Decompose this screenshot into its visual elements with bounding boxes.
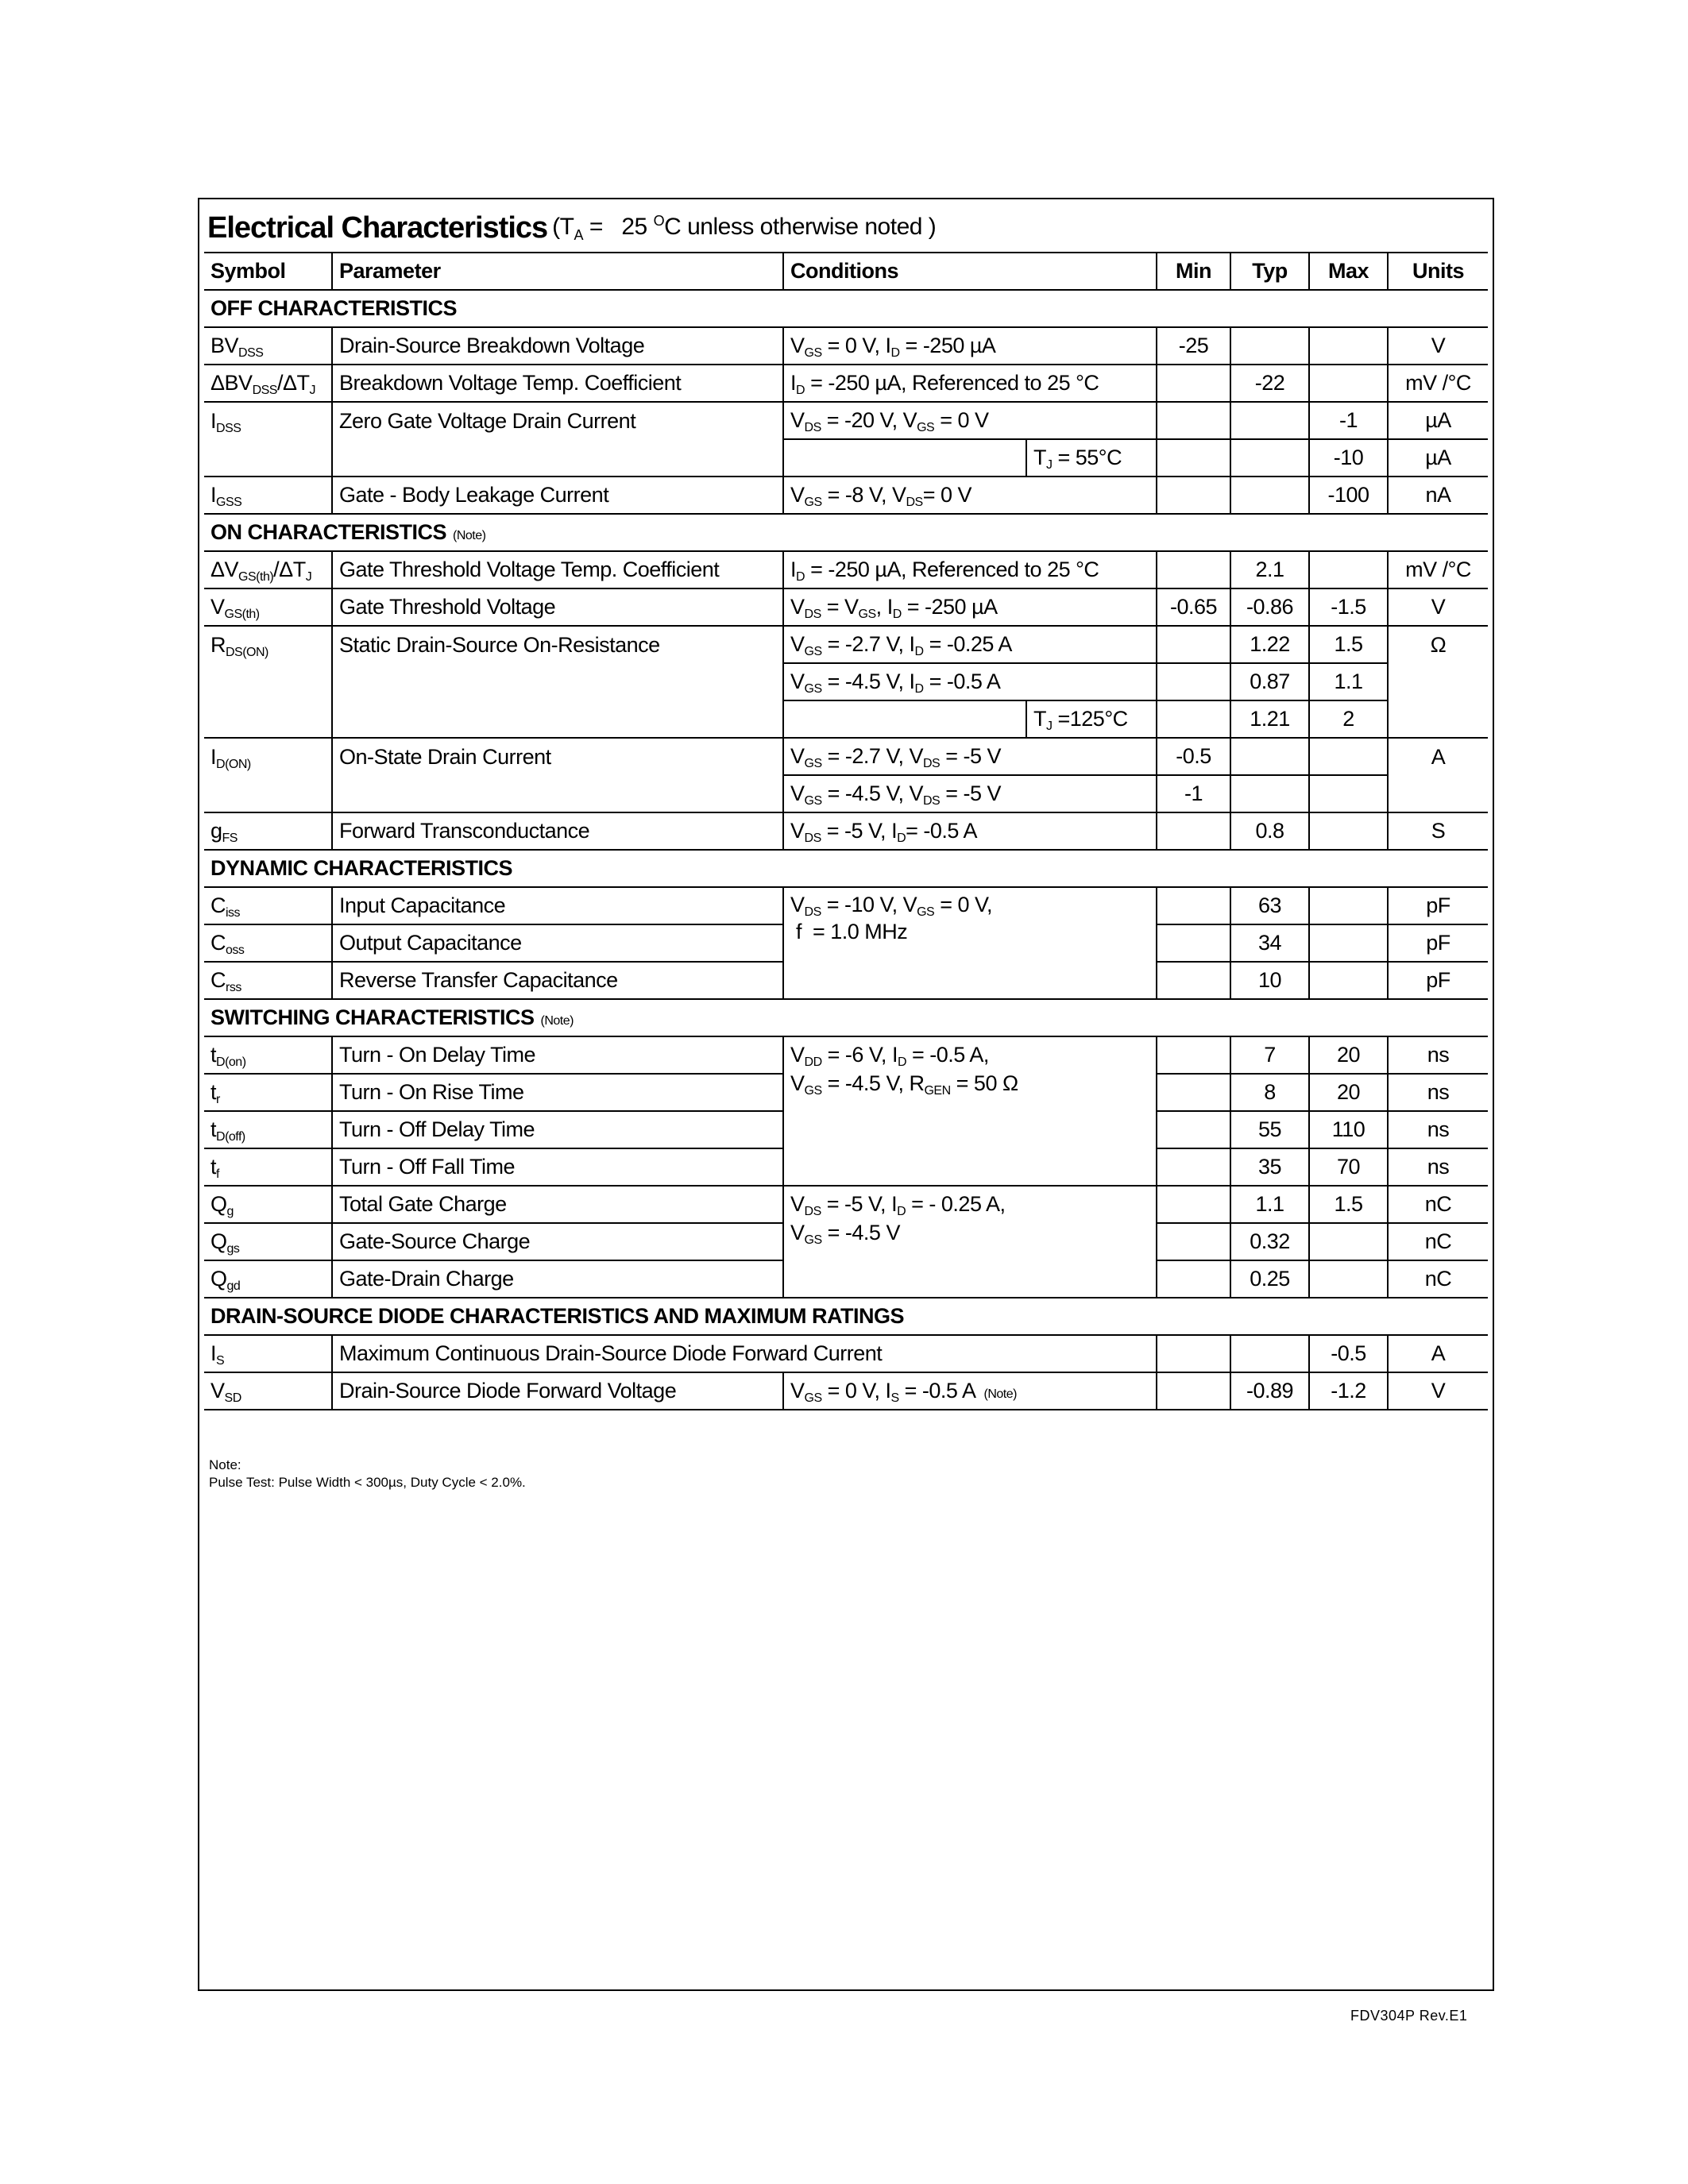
typ-cell: 1.21	[1230, 700, 1309, 738]
condition-cell: $V_{GS} = -4.5$ V, $I_D = -0.5$ A	[783, 663, 1157, 700]
symbol-cell: $Q_{gs}$	[204, 1223, 332, 1260]
symbol-cell: $Q_{gd}$	[204, 1260, 332, 1298]
section-on: ON CHARACTERISTICS (Note)	[204, 514, 1488, 551]
condition-cell: $V_{GS} = -8$ V, $V_{DS}= 0$ V	[783, 477, 1157, 514]
electrical-characteristics-table	[204, 252, 1488, 1410]
condition-cell	[783, 439, 1157, 477]
table-row	[204, 1186, 1488, 1223]
parameter-cell: Drain-Source Diode Forward Voltage	[332, 1372, 783, 1410]
parameter-cell: Gate Threshold Voltage Temp. Coefficient	[332, 551, 783, 588]
col-max: Max	[1309, 253, 1388, 290]
symbol-cell: $C_{rss}$	[204, 962, 332, 999]
unit-cell: V	[1388, 1372, 1488, 1410]
unit-cell: A	[1388, 738, 1488, 812]
min-cell	[1157, 962, 1230, 999]
parameter-cell: Breakdown Voltage Temp. Coefficient	[332, 365, 783, 402]
condition-cell: $V_{DD} = -6$ V, $I_D = -0.5$ A, $V_{GS} = -4.5$ V, $R_{GEN} = 50$ Ω	[783, 1036, 1157, 1186]
max-cell: -1.5	[1309, 588, 1388, 626]
col-typ: Typ	[1230, 253, 1309, 290]
typ-cell	[1230, 439, 1309, 477]
min-cell	[1157, 402, 1230, 439]
typ-cell	[1230, 477, 1309, 514]
document-revision: FDV304P Rev.E1	[1350, 2008, 1468, 2024]
parameter-cell: Zero Gate Voltage Drain Current	[332, 402, 783, 477]
symbol-cell: $I_S$	[204, 1335, 332, 1372]
symbol-cell: $t_f$	[204, 1148, 332, 1186]
symbol-cell: $\Delta V_{GS(th)}/\Delta T_J$	[204, 551, 332, 588]
max-cell: -1	[1309, 402, 1388, 439]
min-cell	[1157, 924, 1230, 962]
condition-cell: $V_{DS} = V_{GS}$, $I_D = -250$ µA	[783, 588, 1157, 626]
typ-cell: 0.25	[1230, 1260, 1309, 1298]
col-min: Min	[1157, 253, 1230, 290]
table-row	[204, 402, 1488, 439]
typ-cell: 2.1	[1230, 551, 1309, 588]
typ-cell: -0.86	[1230, 588, 1309, 626]
parameter-cell: Static Drain-Source On-Resistance	[332, 626, 783, 738]
parameter-cell: Total Gate Charge	[332, 1186, 783, 1223]
table-header-row	[204, 253, 1488, 290]
parameter-cell: Turn - On Rise Time	[332, 1074, 783, 1111]
condition-cell: $V_{GS} = 0$ V, $I_S = -0.5$ A (Note)	[783, 1372, 1157, 1410]
max-cell: -1.2	[1309, 1372, 1388, 1410]
parameter-cell: Turn - On Delay Time	[332, 1036, 783, 1074]
col-units: Units	[1388, 253, 1488, 290]
symbol-cell: $I_{GSS}$	[204, 477, 332, 514]
table-row	[204, 588, 1488, 626]
condition-cell: $V_{GS} = -2.7$ V, $V_{DS} = -5$ V	[783, 738, 1157, 775]
symbol-cell: $C_{oss}$	[204, 924, 332, 962]
max-cell	[1309, 738, 1388, 775]
section-row	[204, 850, 1488, 887]
min-cell: -0.5	[1157, 738, 1230, 775]
symbol-cell: $V_{GS(th)}$	[204, 588, 332, 626]
typ-cell	[1230, 738, 1309, 775]
typ-cell	[1230, 775, 1309, 812]
parameter-cell: Turn - Off Delay Time	[332, 1111, 783, 1148]
condition-cell: $V_{DS} = -5$ V, $I_D= -0.5$ A	[783, 812, 1157, 850]
unit-cell: mV /°C	[1388, 551, 1488, 588]
condition-cell: $V_{DS} = -10$ V, $V_{GS} = 0$ V, f = 1.0 MHz	[783, 887, 1157, 999]
max-cell: 1.1	[1309, 663, 1388, 700]
table-row	[204, 551, 1488, 588]
min-cell	[1157, 1372, 1230, 1410]
parameter-cell: Reverse Transfer Capacitance	[332, 962, 783, 999]
max-cell: 1.5	[1309, 1186, 1388, 1223]
max-cell: 70	[1309, 1148, 1388, 1186]
condition-cell: $V_{DS} = -5$ V, $I_D$ = - 0.25 A, $V_{GS} = -4.5$ V	[783, 1186, 1157, 1298]
typ-cell: 63	[1230, 887, 1309, 924]
section-dynamic: DYNAMIC CHARACTERISTICS	[204, 850, 1488, 887]
notes-label: Note:	[209, 1457, 241, 1472]
title-main: Electrical Characteristics	[207, 210, 548, 245]
unit-cell: pF	[1388, 962, 1488, 999]
parameter-cell: Turn - Off Fall Time	[332, 1148, 783, 1186]
symbol-cell: $t_r$	[204, 1074, 332, 1111]
table-row	[204, 812, 1488, 850]
min-cell	[1157, 477, 1230, 514]
title-conditions: ($T_A = 25$ $^O$C unless otherwise noted )	[552, 212, 937, 243]
symbol-cell: $R_{DS(ON)}$	[204, 626, 332, 738]
symbol-cell: $C_{iss}$	[204, 887, 332, 924]
typ-cell: 0.8	[1230, 812, 1309, 850]
min-cell: -1	[1157, 775, 1230, 812]
parameter-cell: Gate Threshold Voltage	[332, 588, 783, 626]
typ-cell: 0.87	[1230, 663, 1309, 700]
min-cell	[1157, 1223, 1230, 1260]
parameter-cell: Gate-Source Charge	[332, 1223, 783, 1260]
tj-condition: $T_J = 55^\circ C$	[1026, 440, 1122, 476]
table-row	[204, 327, 1488, 365]
unit-cell: A	[1388, 1335, 1488, 1372]
min-cell	[1157, 700, 1230, 738]
condition-cell: $V_{GS} = 0$ V, $I_D = -250$ µA	[783, 327, 1157, 365]
typ-cell: 1.22	[1230, 626, 1309, 663]
unit-cell: S	[1388, 812, 1488, 850]
section-off: OFF CHARACTERISTICS	[204, 290, 1488, 327]
typ-cell: 35	[1230, 1148, 1309, 1186]
tj-condition: $T_J =125^\circ C$	[1026, 701, 1128, 737]
unit-cell: nC	[1388, 1186, 1488, 1223]
parameter-cell: Maximum Continuous Drain-Source Diode Forward Current	[332, 1335, 1157, 1372]
table-row	[204, 738, 1488, 775]
max-cell	[1309, 887, 1388, 924]
parameter-cell: Drain-Source Breakdown Voltage	[332, 327, 783, 365]
max-cell	[1309, 327, 1388, 365]
max-cell	[1309, 812, 1388, 850]
condition-cell: $I_D = -250$ µA, Referenced to 25 °C	[783, 551, 1157, 588]
max-cell	[1309, 1223, 1388, 1260]
min-cell	[1157, 1148, 1230, 1186]
unit-cell: V	[1388, 588, 1488, 626]
min-cell: -0.65	[1157, 588, 1230, 626]
unit-cell: nC	[1388, 1260, 1488, 1298]
symbol-cell: $Q_g$	[204, 1186, 332, 1223]
typ-cell: -22	[1230, 365, 1309, 402]
unit-cell: pF	[1388, 887, 1488, 924]
max-cell: 20	[1309, 1036, 1388, 1074]
max-cell	[1309, 775, 1388, 812]
symbol-cell: $I_{DSS}$	[204, 402, 332, 477]
parameter-cell: Gate-Drain Charge	[332, 1260, 783, 1298]
typ-cell: 10	[1230, 962, 1309, 999]
typ-cell: 34	[1230, 924, 1309, 962]
max-cell: -0.5	[1309, 1335, 1388, 1372]
col-symbol: Symbol	[204, 253, 332, 290]
typ-cell: 8	[1230, 1074, 1309, 1111]
section-row	[204, 290, 1488, 327]
unit-cell: nA	[1388, 477, 1488, 514]
unit-cell: V	[1388, 327, 1488, 365]
symbol-cell: $t_{D(on)}$	[204, 1036, 332, 1074]
parameter-cell: Output Capacitance	[332, 924, 783, 962]
table-title	[207, 204, 1488, 252]
section-diode: DRAIN-SOURCE DIODE CHARACTERISTICS AND MAXIMUM RATINGS	[204, 1298, 1488, 1335]
max-cell: -10	[1309, 439, 1388, 477]
section-switching: SWITCHING CHARACTERISTICS (Note)	[204, 999, 1488, 1036]
table-row	[204, 1335, 1488, 1372]
unit-cell: mV /°C	[1388, 365, 1488, 402]
parameter-cell: Forward Transconductance	[332, 812, 783, 850]
section-row	[204, 514, 1488, 551]
min-cell	[1157, 1111, 1230, 1148]
min-cell	[1157, 887, 1230, 924]
unit-cell: ns	[1388, 1111, 1488, 1148]
typ-cell: 0.32	[1230, 1223, 1309, 1260]
typ-cell: 1.1	[1230, 1186, 1309, 1223]
max-cell	[1309, 1260, 1388, 1298]
typ-cell: 55	[1230, 1111, 1309, 1148]
typ-cell	[1230, 402, 1309, 439]
condition-cell	[783, 700, 1157, 738]
min-cell: -25	[1157, 327, 1230, 365]
min-cell	[1157, 365, 1230, 402]
max-cell: 1.5	[1309, 626, 1388, 663]
symbol-cell: $V_{SD}$	[204, 1372, 332, 1410]
unit-cell: µA	[1388, 402, 1488, 439]
symbol-cell: $\Delta BV_{DSS}/\Delta T_J$	[204, 365, 332, 402]
section-row	[204, 999, 1488, 1036]
section-row	[204, 1298, 1488, 1335]
symbol-cell: $t_{D(off)}$	[204, 1111, 332, 1148]
parameter-cell: Gate - Body Leakage Current	[332, 477, 783, 514]
col-parameter: Parameter	[332, 253, 783, 290]
typ-cell: 7	[1230, 1036, 1309, 1074]
table-notes	[209, 1457, 526, 1491]
min-cell	[1157, 1074, 1230, 1111]
table-row	[204, 1372, 1488, 1410]
condition-cell: $V_{GS} = -4.5$ V, $V_{DS} = -5$ V	[783, 775, 1157, 812]
parameter-cell: On-State Drain Current	[332, 738, 783, 812]
max-cell: 20	[1309, 1074, 1388, 1111]
symbol-cell: $BV_{DSS}$	[204, 327, 332, 365]
typ-cell: -0.89	[1230, 1372, 1309, 1410]
unit-cell: Ω	[1388, 626, 1488, 738]
table-row	[204, 1036, 1488, 1074]
notes-text: Pulse Test: Pulse Width < 300µs, Duty Cycle < 2.0%.	[209, 1475, 526, 1490]
max-cell: 2	[1309, 700, 1388, 738]
unit-cell: µA	[1388, 439, 1488, 477]
table-row	[204, 626, 1488, 663]
min-cell	[1157, 812, 1230, 850]
typ-cell	[1230, 327, 1309, 365]
unit-cell: ns	[1388, 1148, 1488, 1186]
table-row	[204, 477, 1488, 514]
symbol-cell: $g_{FS}$	[204, 812, 332, 850]
unit-cell: ns	[1388, 1036, 1488, 1074]
condition-cell: $V_{DS} = -20$ V, $V_{GS} = 0$ V	[783, 402, 1157, 439]
unit-cell: ns	[1388, 1074, 1488, 1111]
table-row	[204, 887, 1488, 924]
max-cell	[1309, 551, 1388, 588]
min-cell	[1157, 439, 1230, 477]
min-cell	[1157, 551, 1230, 588]
unit-cell: nC	[1388, 1223, 1488, 1260]
condition-cell: $I_D = -250$ µA, Referenced to 25 °C	[783, 365, 1157, 402]
min-cell	[1157, 1186, 1230, 1223]
typ-cell	[1230, 1335, 1309, 1372]
max-cell	[1309, 365, 1388, 402]
parameter-cell: Input Capacitance	[332, 887, 783, 924]
unit-cell: pF	[1388, 924, 1488, 962]
min-cell	[1157, 626, 1230, 663]
max-cell: -100	[1309, 477, 1388, 514]
max-cell	[1309, 962, 1388, 999]
min-cell	[1157, 1036, 1230, 1074]
condition-cell: $V_{GS} = -2.7$ V, $I_D = -0.25$ A	[783, 626, 1157, 663]
min-cell	[1157, 1260, 1230, 1298]
col-conditions: Conditions	[783, 253, 1157, 290]
table-row	[204, 365, 1488, 402]
max-cell	[1309, 924, 1388, 962]
max-cell: 110	[1309, 1111, 1388, 1148]
symbol-cell: $I_{D(ON)}$	[204, 738, 332, 812]
min-cell	[1157, 663, 1230, 700]
min-cell	[1157, 1335, 1230, 1372]
